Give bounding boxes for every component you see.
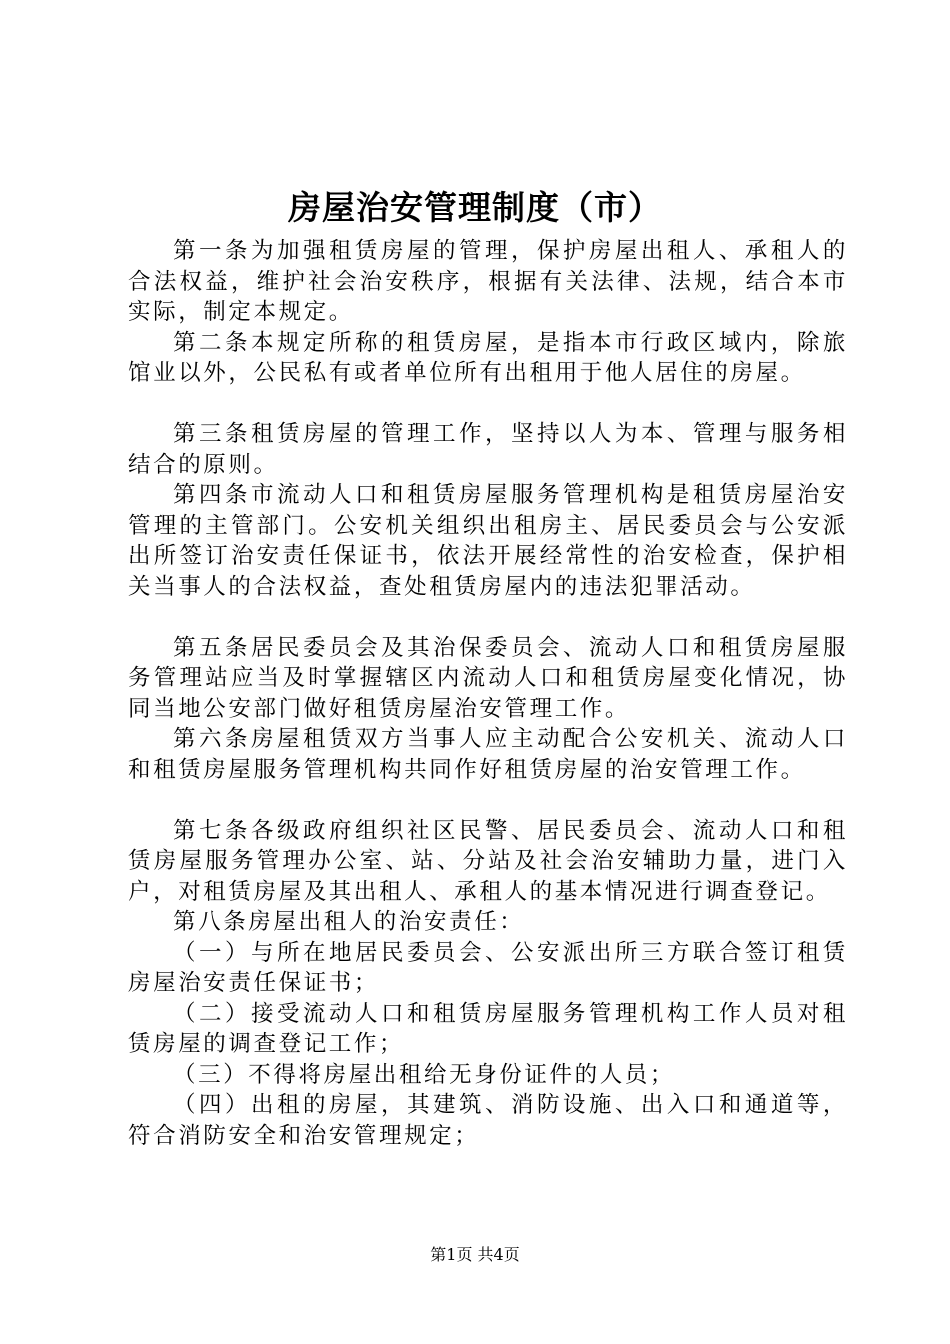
article-8-item-4: （四）出租的房屋，其建筑、消防设施、出入口和通道等，符合消防安全和治安管理规定； xyxy=(128,1092,848,1149)
article-6: 第六条房屋租赁双方当事人应主动配合公安机关、流动人口和租赁房屋服务管理机构共同作好租赁房屋的治安管理工作。 xyxy=(128,726,848,783)
article-8: 第八条房屋出租人的治安责任： xyxy=(173,909,525,935)
document-body xyxy=(128,236,848,1151)
document-title: 房屋治安管理制度（市） xyxy=(288,188,662,227)
article-8-item-3: （三）不得将房屋出租给无身份证件的人员； xyxy=(173,1061,676,1088)
article-3: 第三条租赁房屋的管理工作，坚持以人为本、管理与服务相结合的原则。 xyxy=(128,421,848,478)
article-8-item-2: （二）接受流动人口和租赁房屋服务管理机构工作人员对租赁房屋的调查登记工作； xyxy=(128,1000,848,1057)
article-2: 第二条本规定所称的租赁房屋，是指本市行政区域内，除旅馆业以外，公民私有或者单位所有出租用于他人居住的房屋。 xyxy=(128,329,848,386)
article-5: 第五条居民委员会及其治保委员会、流动人口和租赁房屋服务管理站应当及时掌握辖区内流动人口和租赁房屋变化情况，协同当地公安部门做好租赁房屋治安管理工作。 xyxy=(128,634,848,722)
page-number-footer: 第1页 共4页 xyxy=(430,1245,520,1264)
article-4: 第四条市流动人口和租赁房屋服务管理机构是租赁房屋治安管理的主管部门。公安机关组织出租房主、居民委员会与公安派出所签订治安责任保证书，依法开展经常性的治安检查，保护相关当事人的合法权益，查处租赁房屋内的违法犯罪活动。 xyxy=(128,482,848,600)
article-1: 第一条为加强租赁房屋的管理，保护房屋出租人、承租人的合法权益，维护社会治安秩序，根据有关法律、法规，结合本市实际，制定本规定。 xyxy=(128,238,848,325)
article-7: 第七条各级政府组织社区民警、居民委员会、流动人口和租赁房屋服务管理办公室、站、分站及社会治安辅助力量，进门入户，对租赁房屋及其出租人、承租人的基本情况进行调查登记。 xyxy=(128,817,848,905)
article-8-item-1: （一）与所在地居民委员会、公安派出所三方联合签订租赁房屋治安责任保证书； xyxy=(128,939,848,996)
